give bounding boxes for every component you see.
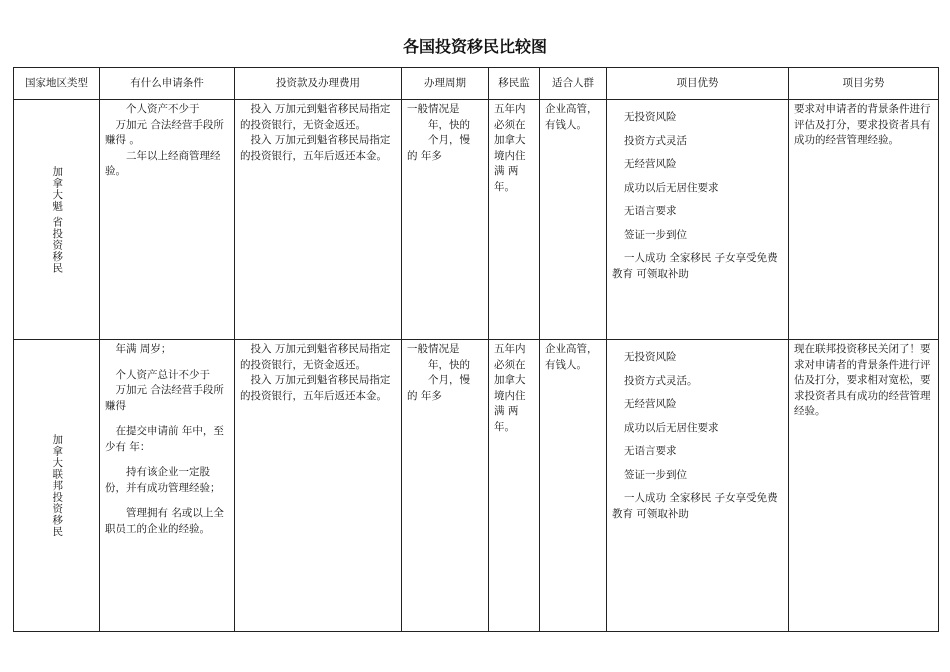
condition-text: 年满 周岁； bbox=[115, 343, 172, 355]
advantage-item: 一人成功 全家移民 子女享受免费教育 可领取补助 bbox=[612, 252, 778, 280]
period-text: 个月，慢 bbox=[428, 374, 470, 386]
table-row-quebec bbox=[14, 100, 939, 340]
period-text: 的 年多 bbox=[407, 149, 442, 162]
header-conditions: 有什么申请条件 bbox=[100, 68, 235, 100]
condition-text: 万加元 合法经营手段所赚得 。 bbox=[105, 118, 224, 146]
region-cell bbox=[14, 100, 100, 340]
advantage-item: 成功以后无居住要求 bbox=[624, 421, 719, 434]
advantages-cell bbox=[607, 100, 789, 340]
region-cell bbox=[14, 340, 100, 632]
investment-text: 投入 万加元到魁省移民局指定的投资银行，无资金返还。 bbox=[240, 343, 391, 371]
header-region: 国家地区类型 bbox=[14, 68, 100, 100]
header-advantages: 项目优势 bbox=[607, 68, 789, 100]
condition-text: 二年以上经商管理经验。 bbox=[105, 149, 221, 177]
advantage-item: 无语言要求 bbox=[624, 205, 677, 217]
header-period: 办理周期 bbox=[402, 68, 489, 100]
conditions-cell bbox=[100, 340, 235, 632]
region-label: 加拿大魁 省投资移民 bbox=[51, 165, 64, 274]
suitable-cell: 企业高管，有钱人。 bbox=[540, 340, 607, 632]
period-cell bbox=[402, 340, 489, 632]
disadvantages-cell: 现在联邦投资移民关闭了！要求对申请者的背景条件进行评估及打分，要求相对宽松，要求投资者具有成功的经营管理经验。 bbox=[789, 340, 939, 632]
table-row-federal bbox=[14, 340, 939, 632]
period-text: 年，快的 bbox=[428, 118, 470, 131]
disadvantages-cell: 要求对申请者的背景条件进行评估及打分，要求投资者具有成功的经营管理经验。 bbox=[789, 100, 939, 340]
period-text: 年，快的 bbox=[428, 358, 470, 371]
advantage-item: 成功以后无居住要求 bbox=[624, 181, 719, 194]
header-residency: 移民监 bbox=[489, 68, 540, 100]
period-text: 一般情况是 bbox=[407, 103, 460, 115]
investment-text: 投入 万加元到魁省移民局指定的投资银行，五年后返还本金。 bbox=[240, 134, 391, 162]
header-disadvantages: 项目劣势 bbox=[789, 68, 939, 100]
advantage-item: 签证一步到位 bbox=[624, 228, 687, 241]
document-title: 各国投资移民比较图 bbox=[402, 37, 547, 56]
advantage-item: 签证一步到位 bbox=[624, 468, 687, 481]
residency-cell: 五年内必须在加拿大境内住满 两年。 bbox=[489, 100, 540, 340]
condition-text: 持有该企业一定股份，并有成功管理经验； bbox=[105, 466, 221, 494]
advantage-item: 无经营风险 bbox=[624, 158, 677, 170]
header-suitable: 适合人群 bbox=[540, 68, 607, 100]
header-investment: 投资款及办理费用 bbox=[235, 68, 402, 100]
conditions-cell bbox=[100, 100, 235, 340]
condition-text: 个人资产不少于 bbox=[126, 103, 200, 115]
residency-cell: 五年内必须在加拿大境内住满 两年。 bbox=[489, 340, 540, 632]
advantage-item: 一人成功 全家移民 子女享受免费教育 可领取补助 bbox=[612, 492, 778, 520]
period-cell bbox=[402, 100, 489, 340]
condition-text: 管理拥有 名或以上全职员工的企业的经验。 bbox=[105, 507, 224, 535]
investment-cell bbox=[235, 340, 402, 632]
period-text: 的 年多 bbox=[407, 389, 442, 402]
investment-text: 投入 万加元到魁省移民局指定的投资银行，无资金返还。 bbox=[240, 103, 391, 131]
header-row bbox=[14, 68, 939, 100]
advantage-item: 投资方式灵活 bbox=[624, 134, 687, 147]
condition-text: 万加元 合法经营手段所赚得 bbox=[105, 384, 224, 412]
advantage-item: 无语言要求 bbox=[624, 445, 677, 457]
advantage-item: 投资方式灵活。 bbox=[624, 374, 698, 387]
region-label: 加拿大联邦投资移民 bbox=[51, 433, 64, 538]
advantage-item: 无投资风险 bbox=[624, 111, 677, 123]
advantages-cell bbox=[607, 340, 789, 632]
condition-text: 在提交申请前 年中，至少有 年： bbox=[105, 425, 224, 453]
condition-text: 个人资产总计不少于 bbox=[115, 368, 210, 381]
period-text: 一般情况是 bbox=[407, 343, 460, 355]
comparison-table bbox=[13, 67, 939, 632]
investment-cell bbox=[235, 100, 402, 340]
advantage-item: 无经营风险 bbox=[624, 398, 677, 410]
advantage-item: 无投资风险 bbox=[624, 351, 677, 363]
investment-text: 投入 万加元到魁省移民局指定的投资银行，五年后返还本金。 bbox=[240, 374, 391, 402]
suitable-cell: 企业高管，有钱人。 bbox=[540, 100, 607, 340]
period-text: 个月，慢 bbox=[428, 134, 470, 146]
